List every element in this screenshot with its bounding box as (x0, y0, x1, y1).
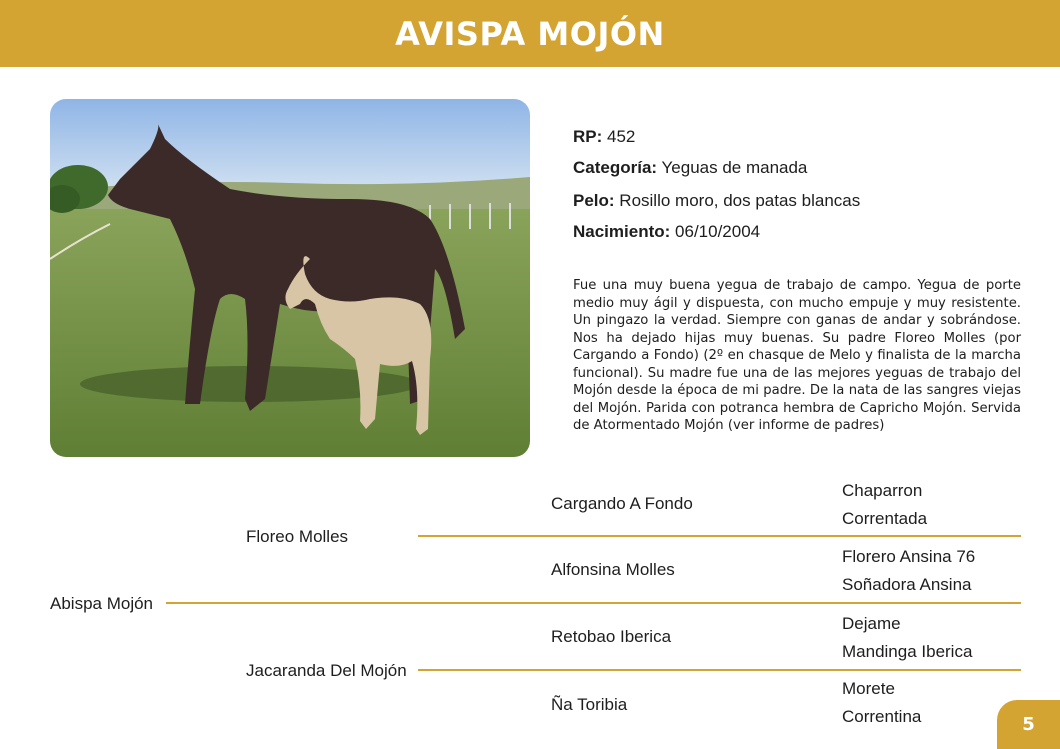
pedigree-ggp: Dejame (842, 614, 901, 633)
page-number: 5 (997, 700, 1060, 749)
fact-label: Pelo: (573, 191, 615, 210)
pedigree-dam-dam: Ña Toribia (551, 695, 628, 714)
fact-value: Rosillo moro, dos patas blancas (619, 191, 861, 210)
horse-photo (50, 99, 530, 457)
page-title: AVISPA MOJÓN (395, 14, 665, 53)
pedigree-sire-sire: Cargando A Fondo (551, 494, 693, 513)
pedigree-dam: Jacaranda Del Mojón (246, 661, 407, 680)
fact-categoria (573, 158, 807, 178)
fact-label: Categoría: (573, 158, 658, 177)
pedigree-ggp: Correntada (842, 509, 928, 528)
fact-pelo (573, 191, 860, 211)
fact-label: RP: (573, 127, 603, 146)
pedigree-sire-dam: Alfonsina Molles (551, 560, 675, 579)
fact-value: 06/10/2004 (675, 222, 761, 241)
pedigree-line (166, 602, 1021, 604)
pedigree-sire: Floreo Molles (246, 527, 349, 546)
fact-rp (573, 127, 635, 147)
pedigree-ggp: Soñadora Ansina (842, 575, 972, 594)
fact-value: Yeguas de manada (661, 158, 808, 177)
pedigree-dam-sire: Retobao Iberica (551, 627, 672, 646)
page-header (0, 0, 1060, 67)
pedigree-subject: Abispa Mojón (50, 594, 154, 613)
pedigree-ggp: Morete (842, 679, 895, 698)
pedigree-ggp: Correntina (842, 707, 922, 726)
pedigree-ggp: Chaparron (842, 481, 923, 500)
pedigree-line (418, 535, 1021, 537)
pedigree-ggp: Mandinga Iberica (842, 642, 973, 661)
fact-nacimiento (573, 222, 760, 242)
fact-value: 452 (607, 127, 636, 146)
fact-label: Nacimiento: (573, 222, 671, 241)
pedigree-line (418, 669, 1021, 671)
description: Fue una muy buena yegua de trabajo de campo. Yegua de porte medio muy ágil y dispuesta, con mucho empuje y muy resistente. Un pingazo la verdad. Siempre con ganas de andar y sobrándose. Nos ha dejado hijas muy buenas. Su padre Floreo Molles (por Cargando a Fondo) (2º en chasque de Melo y finalista de la marcha funcional). Su madre fue una de las mejores yeguas de trabajo del Mojón desde la época de mi padre. De la nata de las sangres viejas del Mojón. Parida con potranca hembra de Capricho Mojón. Servida de Atormentado Mojón (ver informe de padres) (573, 278, 1021, 433)
pedigree-ggp: Florero Ansina 76 (842, 547, 976, 566)
